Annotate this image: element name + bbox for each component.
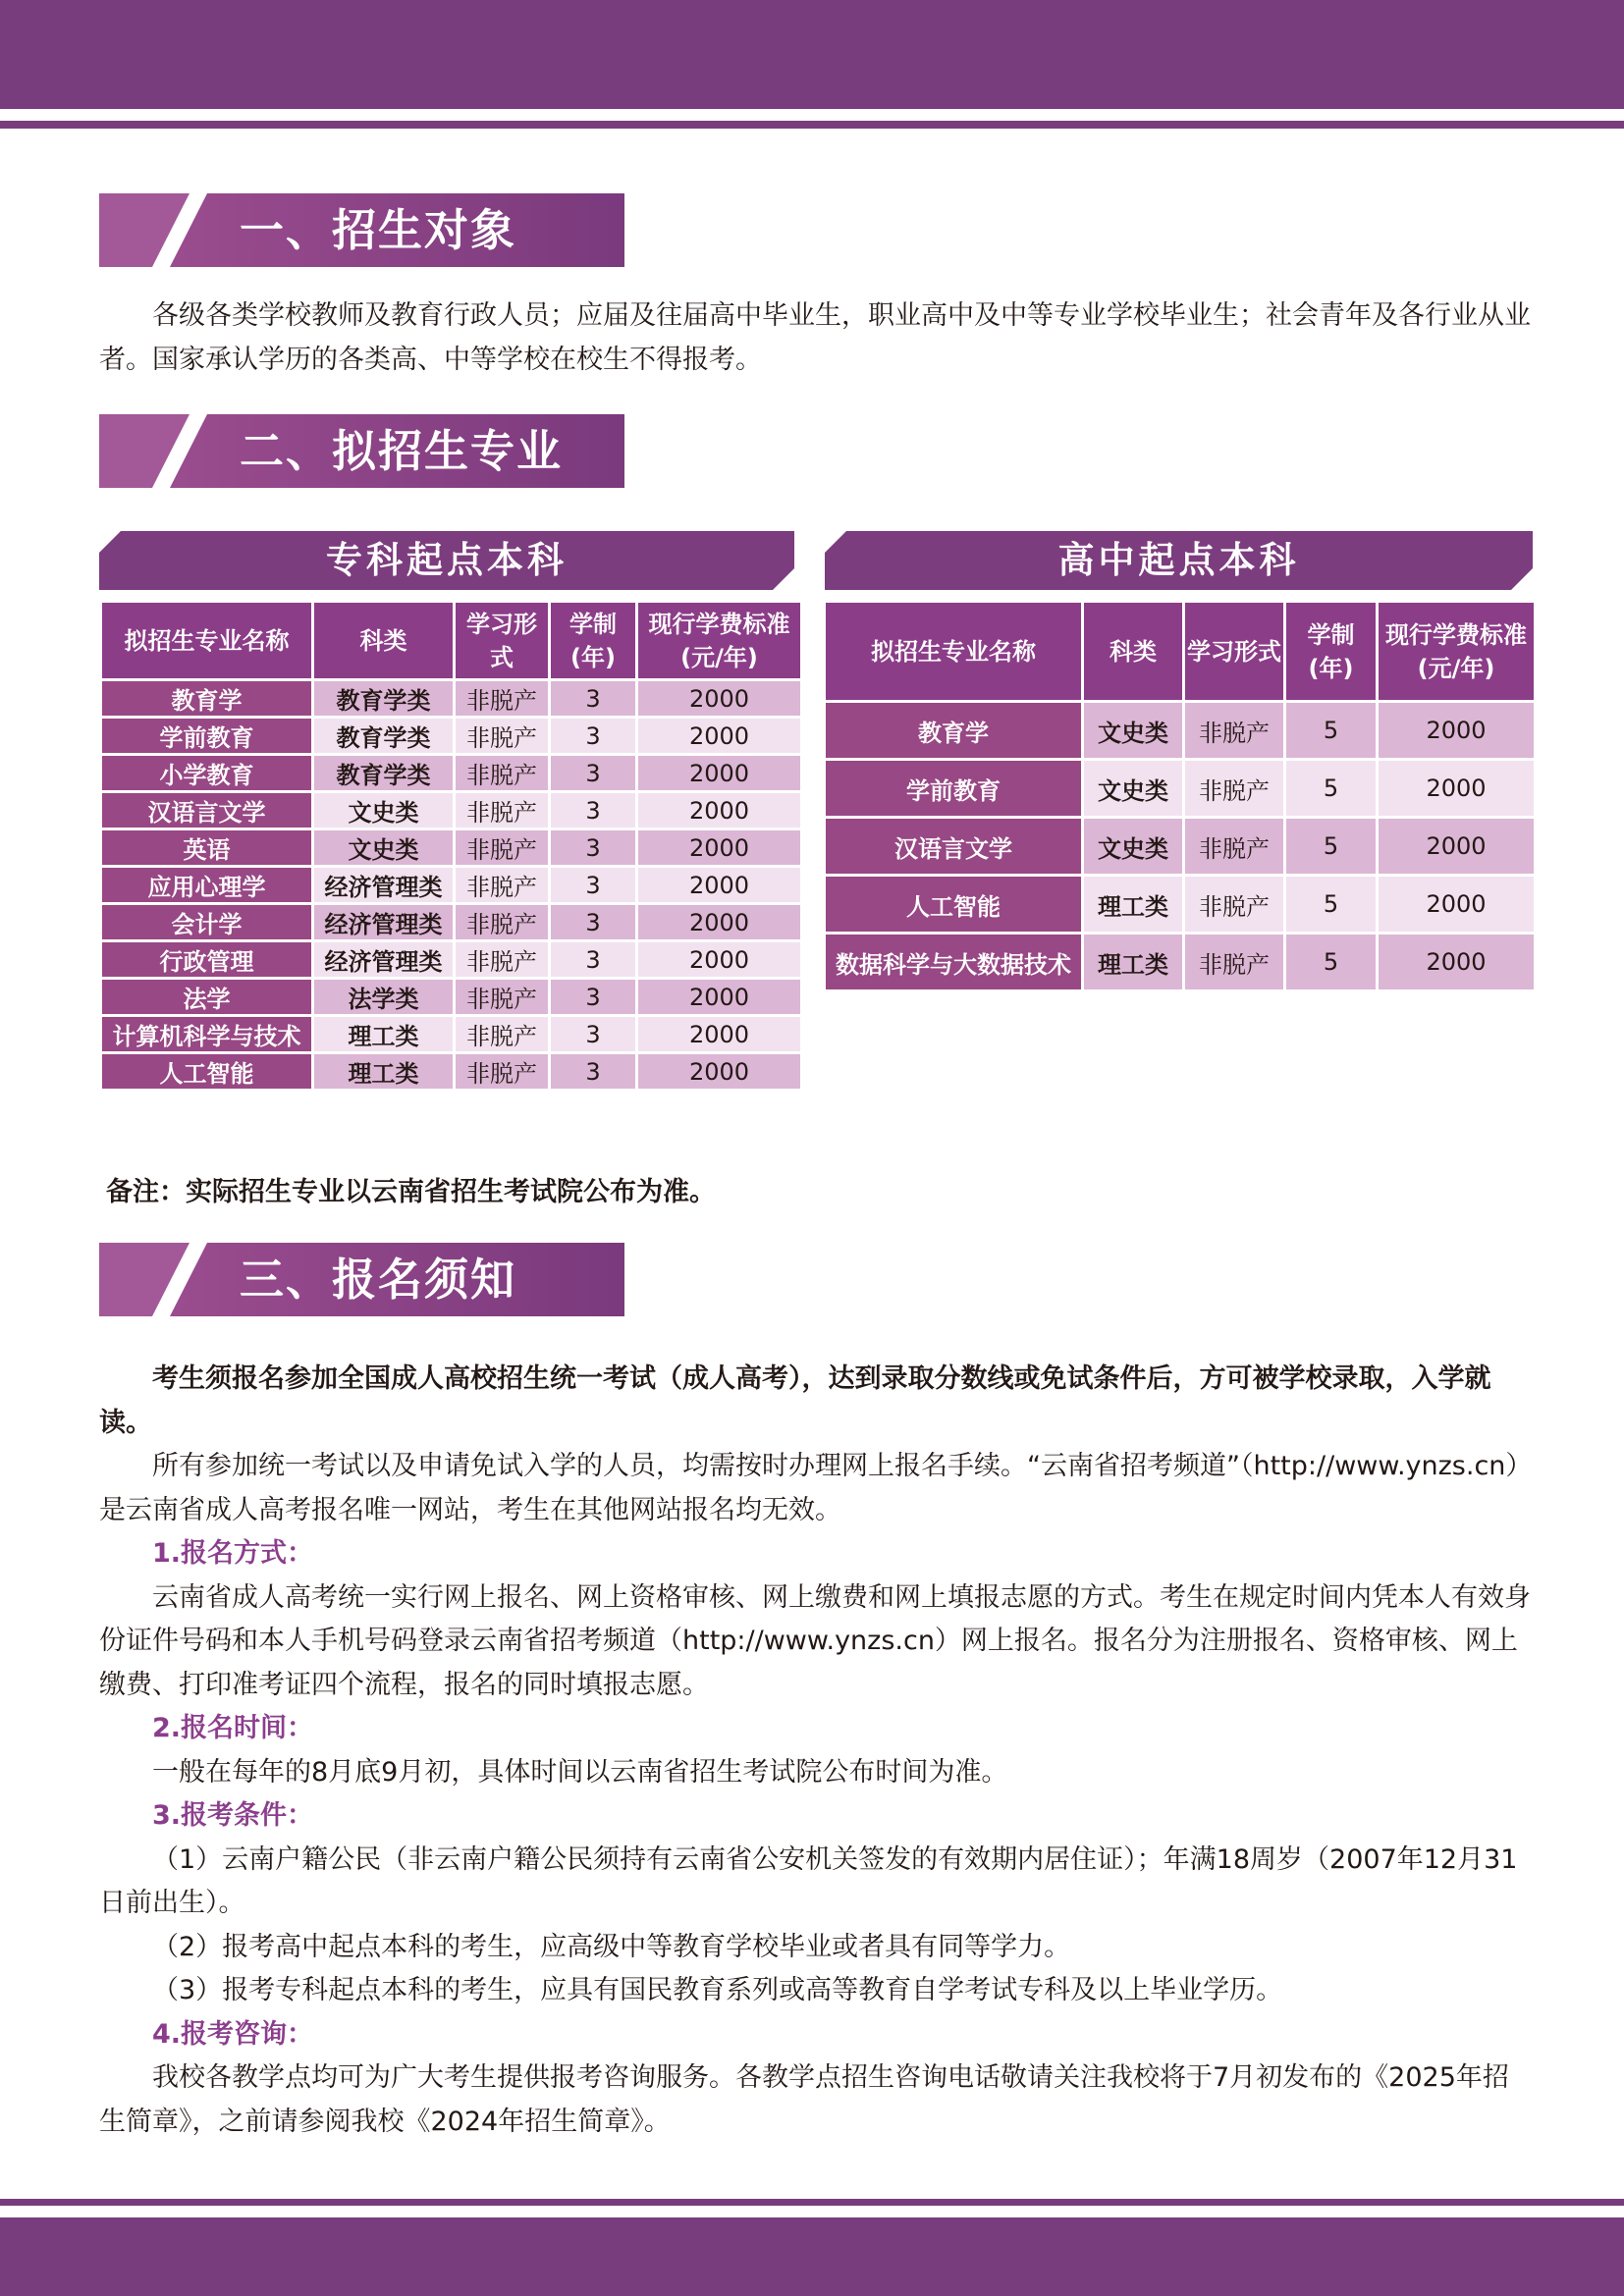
th-category: 科类 <box>1084 603 1182 700</box>
study-form-cell: 非脱产 <box>456 980 548 1014</box>
duration-cell: 5 <box>1286 703 1376 758</box>
category-cell: 理工类 <box>314 1017 453 1051</box>
duration-cell: 5 <box>1286 761 1376 816</box>
category-cell: 经济管理类 <box>314 942 453 977</box>
notice-p4: 我校各教学点均可为广大考生提供报考咨询服务。各教学点招生咨询电话敬请关注我校将于7月初发布的《2025年招生简章》，之前请参阅我校《2024年招生简章》。 <box>99 2062 1509 2137</box>
table-left-title-text: 专科起点本科 <box>326 539 568 581</box>
notice-heading-consult: 4.报考咨询： <box>152 2018 314 2050</box>
bottom-band-line <box>0 2199 1624 2206</box>
category-cell: 文史类 <box>314 830 453 865</box>
major-name-cell: 人工智能 <box>102 1054 311 1089</box>
study-form-cell: 非脱产 <box>1185 877 1283 932</box>
notice-lead: 考生须报名参加全国成人高校招生统一考试（成人高考），达到录取分数线或免试条件后，方可被学校录取，入学就读。 <box>99 1363 1491 1438</box>
major-name-cell: 汉语言文学 <box>826 819 1081 874</box>
notice-heading-time: 2.报名时间： <box>152 1713 314 1743</box>
major-name-cell: 计算机科学与技术 <box>102 1017 311 1051</box>
major-name-cell: 人工智能 <box>826 877 1081 932</box>
major-name-cell: 学前教育 <box>102 719 311 753</box>
fee-cell: 2000 <box>638 1054 800 1089</box>
notice-heading-method: 1.报名方式： <box>152 1538 314 1569</box>
study-form-cell: 非脱产 <box>1185 819 1283 874</box>
target-paragraph <box>99 294 1535 382</box>
table-row <box>102 1054 800 1089</box>
table-row <box>102 830 800 865</box>
major-name-cell: 小学教育 <box>102 756 311 790</box>
fee-cell: 2000 <box>638 942 800 977</box>
th-category: 科类 <box>314 603 453 678</box>
fee-cell: 2000 <box>638 1017 800 1051</box>
study-form-cell: 非脱产 <box>456 719 548 753</box>
table-left-title <box>99 531 794 590</box>
majors-note: 备注：实际招生专业以云南省招生考试院公布为准。 <box>106 1177 716 1207</box>
major-name-cell: 法学 <box>102 980 311 1014</box>
study-form-cell: 非脱产 <box>1185 934 1283 989</box>
table-row <box>826 819 1534 874</box>
table-right <box>823 600 1537 992</box>
table-left <box>99 600 803 1092</box>
fee-cell: 2000 <box>1379 819 1534 874</box>
category-cell: 教育学类 <box>314 719 453 753</box>
major-name-cell: 学前教育 <box>826 761 1081 816</box>
table-right-title-text: 高中起点本科 <box>1057 539 1300 581</box>
fee-cell: 2000 <box>638 793 800 828</box>
notice-p1: 所有参加统一考试以及申请免试入学的人员，均需按时办理网上报名手续。“云南省招考频道”（http://www.ynzs.cn）是云南省成人高考报名唯一网站，考生在其他网站报名均无效。 <box>99 1451 1533 1525</box>
major-name-cell: 应用心理学 <box>102 868 311 902</box>
duration-cell: 3 <box>551 905 635 939</box>
notice-c1: （1）云南户籍公民（非云南户籍公民须持有云南省公安机关签发的有效期内居住证）；年满18周岁（2007年12月31日前出生）。 <box>99 1843 1518 1918</box>
target-text: 各级各类学校教师及教育行政人员；应届及往届高中毕业生，职业高中及中等专业学校毕业生；社会青年及各行业从业者。国家承认学历的各类高、中等学校在校生不得报考。 <box>99 300 1531 375</box>
duration-cell: 3 <box>551 1054 635 1089</box>
study-form-cell: 非脱产 <box>456 681 548 716</box>
duration-cell: 3 <box>551 793 635 828</box>
th-name: 拟招生专业名称 <box>826 603 1081 700</box>
category-cell: 理工类 <box>1084 877 1182 932</box>
fee-cell: 2000 <box>638 905 800 939</box>
th-name: 拟招生专业名称 <box>102 603 311 678</box>
category-cell: 经济管理类 <box>314 905 453 939</box>
study-form-cell: 非脱产 <box>1185 761 1283 816</box>
fee-cell: 2000 <box>638 756 800 790</box>
category-cell: 教育学类 <box>314 681 453 716</box>
table-row <box>826 877 1534 932</box>
category-cell: 文史类 <box>314 793 453 828</box>
section-header-target <box>99 193 624 267</box>
category-cell: 文史类 <box>1084 703 1182 758</box>
th-form: 学习形式 <box>456 603 548 678</box>
table-row <box>826 934 1534 989</box>
th-years: 学制(年) <box>551 603 635 678</box>
section-title: 一、招生对象 <box>240 204 517 256</box>
table-row <box>826 703 1534 758</box>
top-band <box>0 0 1624 109</box>
notice-heading-conditions: 3.报考条件： <box>152 1800 314 1831</box>
table-row <box>102 980 800 1014</box>
major-name-cell: 英语 <box>102 830 311 865</box>
duration-cell: 3 <box>551 980 635 1014</box>
section-header-majors <box>99 414 624 488</box>
duration-cell: 3 <box>551 868 635 902</box>
table-row <box>102 1017 800 1051</box>
duration-cell: 3 <box>551 681 635 716</box>
section-header-notice <box>99 1243 624 1316</box>
fee-cell: 2000 <box>1379 703 1534 758</box>
duration-cell: 3 <box>551 830 635 865</box>
table-row <box>826 761 1534 816</box>
duration-cell: 5 <box>1286 934 1376 989</box>
major-name-cell: 教育学 <box>102 681 311 716</box>
duration-cell: 3 <box>551 719 635 753</box>
table-row <box>102 756 800 790</box>
table-row <box>102 868 800 902</box>
table-row <box>102 793 800 828</box>
major-name-cell: 数据科学与大数据技术 <box>826 934 1081 989</box>
category-cell: 教育学类 <box>314 756 453 790</box>
th-form: 学习形式 <box>1185 603 1283 700</box>
notice-body <box>99 1358 1535 2144</box>
bottom-band <box>0 2217 1624 2296</box>
fee-cell: 2000 <box>638 980 800 1014</box>
major-name-cell: 会计学 <box>102 905 311 939</box>
fee-cell: 2000 <box>638 830 800 865</box>
duration-cell: 5 <box>1286 877 1376 932</box>
notice-c3: （3）报考专科起点本科的考生，应具有国民教育系列或高等教育自学考试专科及以上毕业学历。 <box>152 1975 1283 2005</box>
th-fee: 现行学费标准(元/年) <box>1379 603 1534 700</box>
category-cell: 理工类 <box>314 1054 453 1089</box>
category-cell: 理工类 <box>1084 934 1182 989</box>
duration-cell: 3 <box>551 1017 635 1051</box>
th-years: 学制(年) <box>1286 603 1376 700</box>
section-title: 二、拟招生专业 <box>240 425 564 477</box>
fee-cell: 2000 <box>1379 934 1534 989</box>
study-form-cell: 非脱产 <box>456 1054 548 1089</box>
table-row <box>102 942 800 977</box>
table-row <box>102 681 800 716</box>
study-form-cell: 非脱产 <box>456 1017 548 1051</box>
section-title: 三、报名须知 <box>240 1254 517 1306</box>
fee-cell: 2000 <box>638 681 800 716</box>
notice-c2: （2）报考高中起点本科的考生，应高级中等教育学校毕业或者具有同等学力。 <box>152 1931 1071 1962</box>
top-band-line <box>0 121 1624 129</box>
category-cell: 文史类 <box>1084 761 1182 816</box>
study-form-cell: 非脱产 <box>1185 703 1283 758</box>
duration-cell: 3 <box>551 756 635 790</box>
table-row <box>102 905 800 939</box>
notice-p3: 一般在每年的8月底9月初，具体时间以云南省招生考试院公布时间为准。 <box>152 1756 1008 1788</box>
table-row <box>102 719 800 753</box>
fee-cell: 2000 <box>638 719 800 753</box>
category-cell: 法学类 <box>314 980 453 1014</box>
fee-cell: 2000 <box>638 868 800 902</box>
major-name-cell: 行政管理 <box>102 942 311 977</box>
study-form-cell: 非脱产 <box>456 868 548 902</box>
duration-cell: 3 <box>551 942 635 977</box>
th-fee: 现行学费标准(元/年) <box>638 603 800 678</box>
major-name-cell: 汉语言文学 <box>102 793 311 828</box>
study-form-cell: 非脱产 <box>456 942 548 977</box>
notice-p2: 云南省成人高考统一实行网上报名、网上资格审核、网上缴费和网上填报志愿的方式。考生在规定时间内凭本人有效身份证件号码和本人手机号码登录云南省招考频道（http://www.ynzs.cn）网上报名。报名分为注册报名、资格审核、网上缴费、打印准考证四个流程，报名的同时填报志愿。 <box>99 1581 1531 1700</box>
fee-cell: 2000 <box>1379 877 1534 932</box>
study-form-cell: 非脱产 <box>456 830 548 865</box>
study-form-cell: 非脱产 <box>456 793 548 828</box>
duration-cell: 5 <box>1286 819 1376 874</box>
fee-cell: 2000 <box>1379 761 1534 816</box>
study-form-cell: 非脱产 <box>456 756 548 790</box>
table-right-title <box>825 531 1533 590</box>
major-name-cell: 教育学 <box>826 703 1081 758</box>
category-cell: 经济管理类 <box>314 868 453 902</box>
category-cell: 文史类 <box>1084 819 1182 874</box>
study-form-cell: 非脱产 <box>456 905 548 939</box>
